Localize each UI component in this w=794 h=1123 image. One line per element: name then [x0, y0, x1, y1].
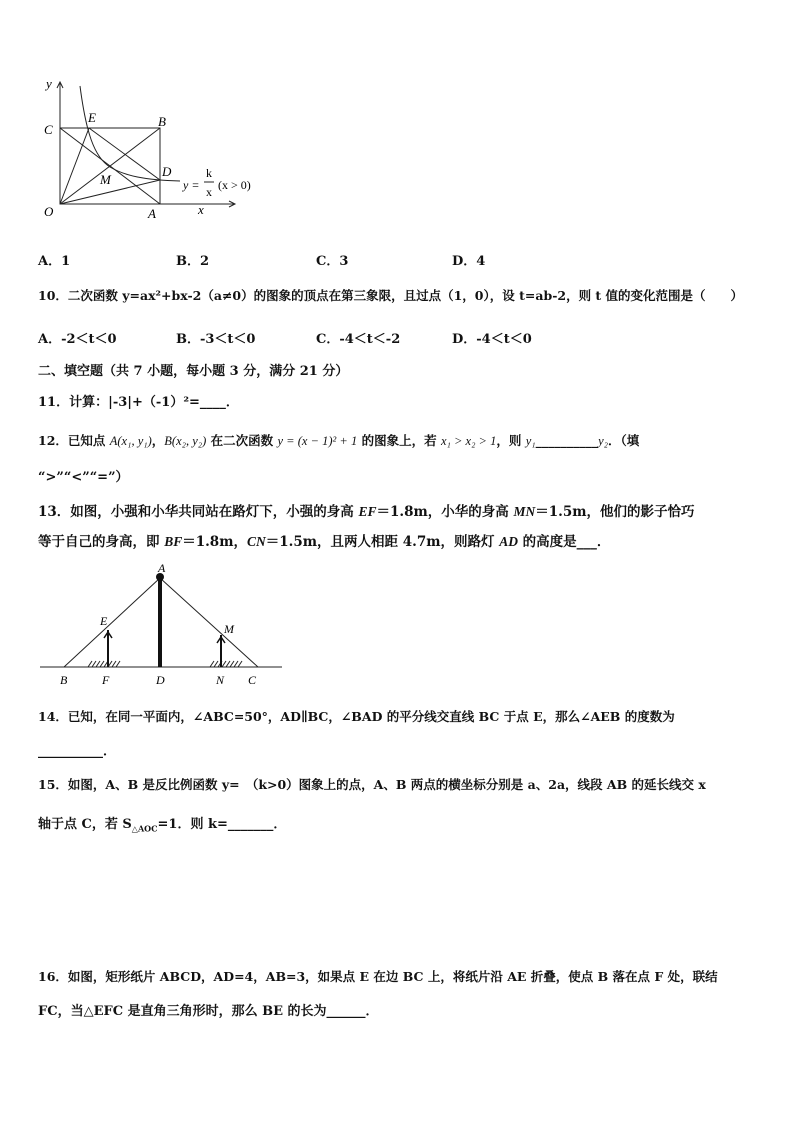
q14-line1: 14．已知，在同一平面内，∠ABC=50°，AD∥BC，∠BAD 的平分线交直线 BC 于点 E，那么∠AEB 的度数为 [38, 709, 675, 724]
q13-line1 [38, 500, 695, 520]
q11-text: 11．计算：|-3|+（-1）²=____． [38, 395, 239, 410]
q15-line1: 15．如图，A、B 是反比例函数 y= （k>0）图象上的点，A、B 两点的横坐标分别是 a、2a，线段 AB 的延长线交 x [38, 777, 706, 792]
q13-ad: AD [499, 534, 518, 549]
q13-line2 [38, 530, 610, 550]
q12-point-a: A(x₁, y₁) [109, 434, 152, 448]
q12-mid1: 在二次函数 [206, 433, 278, 448]
q12-blank: __________ [535, 433, 599, 448]
q12-sep: ， [151, 433, 165, 448]
q10-choice-b: B．-3＜t＜0 [176, 332, 256, 347]
label-M: M [100, 172, 111, 187]
q12-line2: “>”“<”“=”） [38, 470, 129, 485]
q13-text-1b: ＝1.8m，小华的身高 [376, 504, 514, 520]
person-mn [217, 635, 225, 667]
q16-line2: FC，当△EFC 是直角三角形时，那么 BE 的长为______． [38, 1004, 379, 1019]
q15-subscript: △AOC [131, 823, 158, 834]
q13-text-1c: ＝1.5m，他们的影子恰巧 [535, 504, 695, 520]
label-E: E [88, 110, 96, 125]
ground-hatch-left [88, 661, 120, 667]
person-ef [104, 630, 112, 667]
label-A: A [158, 561, 166, 575]
q12-condition: x₁ > x₂ > 1 [440, 434, 497, 448]
q12-tail: ．（填 [608, 433, 640, 448]
q12-line1 [38, 431, 639, 449]
label-M: M [224, 622, 234, 636]
q12-mid3: ，则 [496, 433, 526, 448]
label-C: C [248, 673, 257, 687]
section-heading: 二、填空题（共 7 小题，每小题 3 分，满分 21 分） [38, 364, 349, 379]
q13-mn: MN [513, 504, 536, 519]
label-B: B [158, 114, 166, 129]
ray-AC [160, 578, 258, 667]
q12-function: y = (x − 1)² + 1 [277, 434, 358, 448]
label-C: C [44, 122, 53, 137]
q9-choice-c: C．3 [316, 254, 349, 269]
label-D: D [156, 673, 165, 687]
q15-line2 [38, 813, 286, 834]
q13-text-2a: 等于自己的身高，即 [38, 534, 165, 550]
formula-condition: (x > 0) [218, 178, 251, 192]
q12-point-b: B(x₂, y₂) [164, 434, 207, 448]
q13-text-2d: 的高度是___． [517, 534, 611, 550]
label-y: y [46, 76, 52, 91]
label-F: F [102, 673, 110, 687]
label-N: N [216, 673, 225, 687]
q12-y2: y₂ [598, 434, 609, 448]
q13-bf: BF [164, 534, 183, 549]
q12-y1: y₁ [525, 434, 536, 448]
q16-line1: 16．如图，矩形纸片 ABCD，AD=4，AB=3，如果点 E 在边 BC 上，将纸片沿 AE 折叠，使点 B 落在点 F 处，联结 [38, 969, 718, 984]
q13-figure [36, 560, 296, 695]
q9-choice-a: A．1 [38, 254, 71, 269]
label-x: x [198, 202, 204, 217]
q15-text-a: 轴于点 C，若 S [38, 817, 132, 832]
q13-text-2c: ＝1.5m，且两人相距 4.7m，则路灯 [265, 534, 500, 550]
q15-text-b: =1．则 k=_______． [157, 817, 287, 832]
formula-numerator: k [206, 166, 212, 180]
label-E: E [100, 614, 108, 628]
q13-text-2b: ＝1.8m， [182, 534, 247, 550]
q9-choice-d: D．4 [452, 254, 486, 269]
q10-choice-a: A．-2＜t＜0 [38, 332, 117, 347]
q10-choice-d: D．-4＜t＜0 [452, 332, 532, 347]
label-D: D [162, 164, 172, 179]
q13-text-1a: 13．如图，小强和小华共同站在路灯下，小强的身高 [38, 504, 359, 520]
ground-hatch-right [210, 661, 242, 667]
ray-AB [64, 578, 160, 667]
q12-mid2: 的图象上，若 [357, 433, 441, 448]
formula-lhs: y = [183, 178, 200, 192]
q9-choice-b: B．2 [176, 254, 210, 269]
q9-figure [30, 72, 290, 222]
q14-line2: __________． [38, 744, 117, 759]
label-A: A [148, 206, 156, 221]
formula-denominator: x [206, 185, 212, 199]
q10-choice-c: C．-4＜t＜-2 [316, 332, 401, 347]
q13-cn: CN [247, 534, 266, 549]
q12-prefix: 12．已知点 [38, 433, 110, 448]
q10-text: 10．二次函数 y=ax²+bx-2（a≠0）的图象的顶点在第三象限，且过点（1，0），设 t=ab-2，则 t 值的变化范围是（ ） [38, 288, 744, 303]
q13-ef: EF [358, 504, 377, 519]
label-O: O [44, 204, 54, 219]
label-B: B [60, 673, 68, 687]
